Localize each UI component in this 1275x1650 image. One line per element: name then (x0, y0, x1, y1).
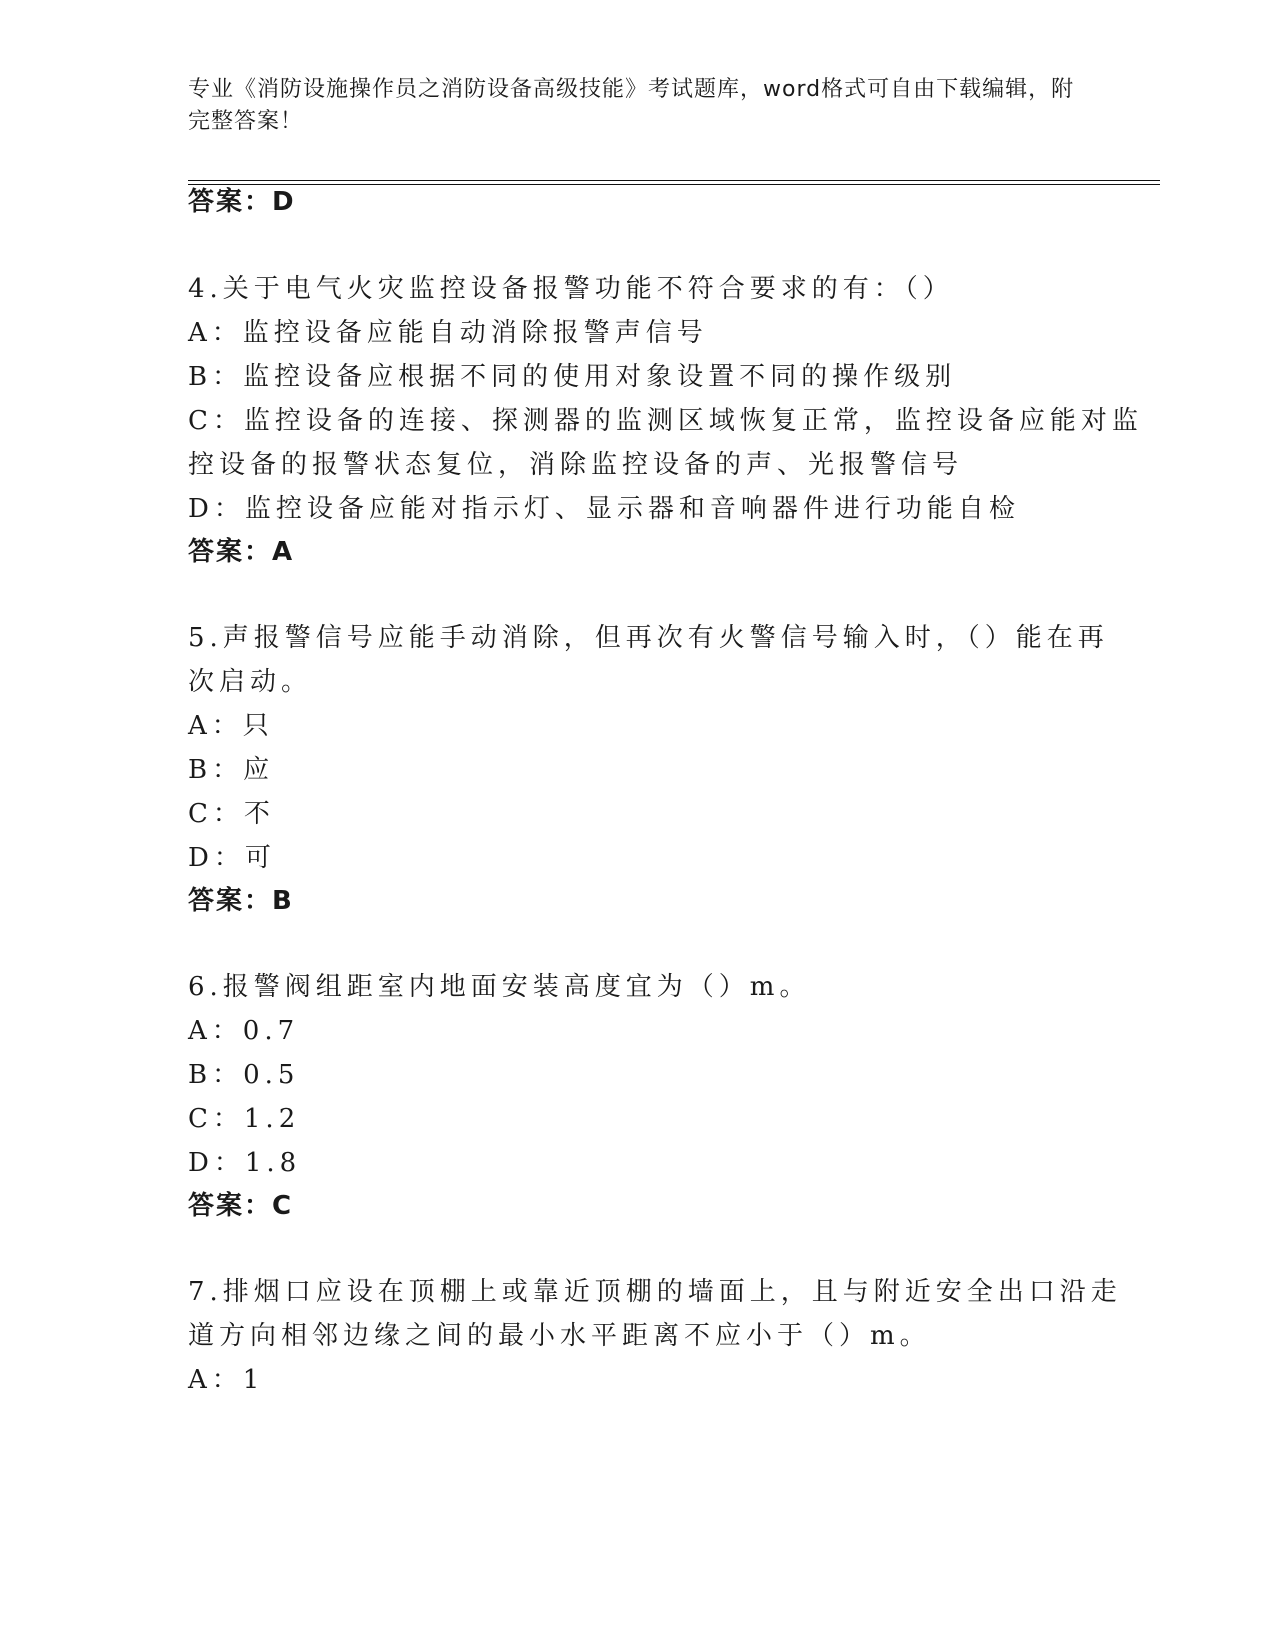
option-d: D：1.8 (188, 1148, 302, 1178)
document-header: 专业《消防设施操作员之消防设备高级技能》考试题库，word格式可自由下载编辑，附完整答案！ (188, 77, 1075, 134)
answer-q4: 答案：A (188, 537, 295, 567)
option-c-continued: 控设备的报警状态复位，消除监控设备的声、光报警信号 (188, 450, 964, 480)
answer-q3: 答案：D (188, 187, 296, 217)
answer-q6: 答案：C (188, 1191, 294, 1221)
option-d: D：可 (188, 843, 276, 873)
option-c: C：不 (188, 799, 275, 829)
header-divider-top (188, 180, 1160, 181)
option-b: B：0.5 (188, 1060, 300, 1090)
answer-q5: 答案：B (188, 886, 294, 916)
option-b: B：监控设备应根据不同的使用对象设置不同的操作级别 (188, 362, 957, 392)
header-divider-bottom (188, 184, 1160, 185)
option-a: A：0.7 (188, 1016, 300, 1046)
question-stem-continued: 道方向相邻边缘之间的最小水平距离不应小于（）m。 (188, 1321, 931, 1351)
question-stem: 4.关于电气火灾监控设备报警功能不符合要求的有：（） (188, 274, 954, 304)
question-stem: 6.报警阀组距室内地面安装高度宜为（）m。 (188, 972, 811, 1002)
option-b: B：应 (188, 755, 275, 785)
question-stem: 5.声报警信号应能手动消除，但再次有火警信号输入时，（）能在再 (188, 623, 1109, 653)
option-a: A：监控设备应能自动消除报警声信号 (188, 318, 708, 348)
option-a: A：只 (188, 711, 274, 741)
option-a: A：1 (188, 1365, 265, 1395)
option-c: C：监控设备的连接、探测器的监测区域恢复正常，监控设备应能对监 (188, 406, 1143, 436)
question-stem: 7.排烟口应设在顶棚上或靠近顶棚的墙面上，且与附近安全出口沿走 (188, 1277, 1122, 1307)
option-d: D：监控设备应能对指示灯、显示器和音响器件进行功能自检 (188, 494, 1020, 524)
question-stem-continued: 次启动。 (188, 667, 313, 697)
option-c: C：1.2 (188, 1104, 301, 1134)
